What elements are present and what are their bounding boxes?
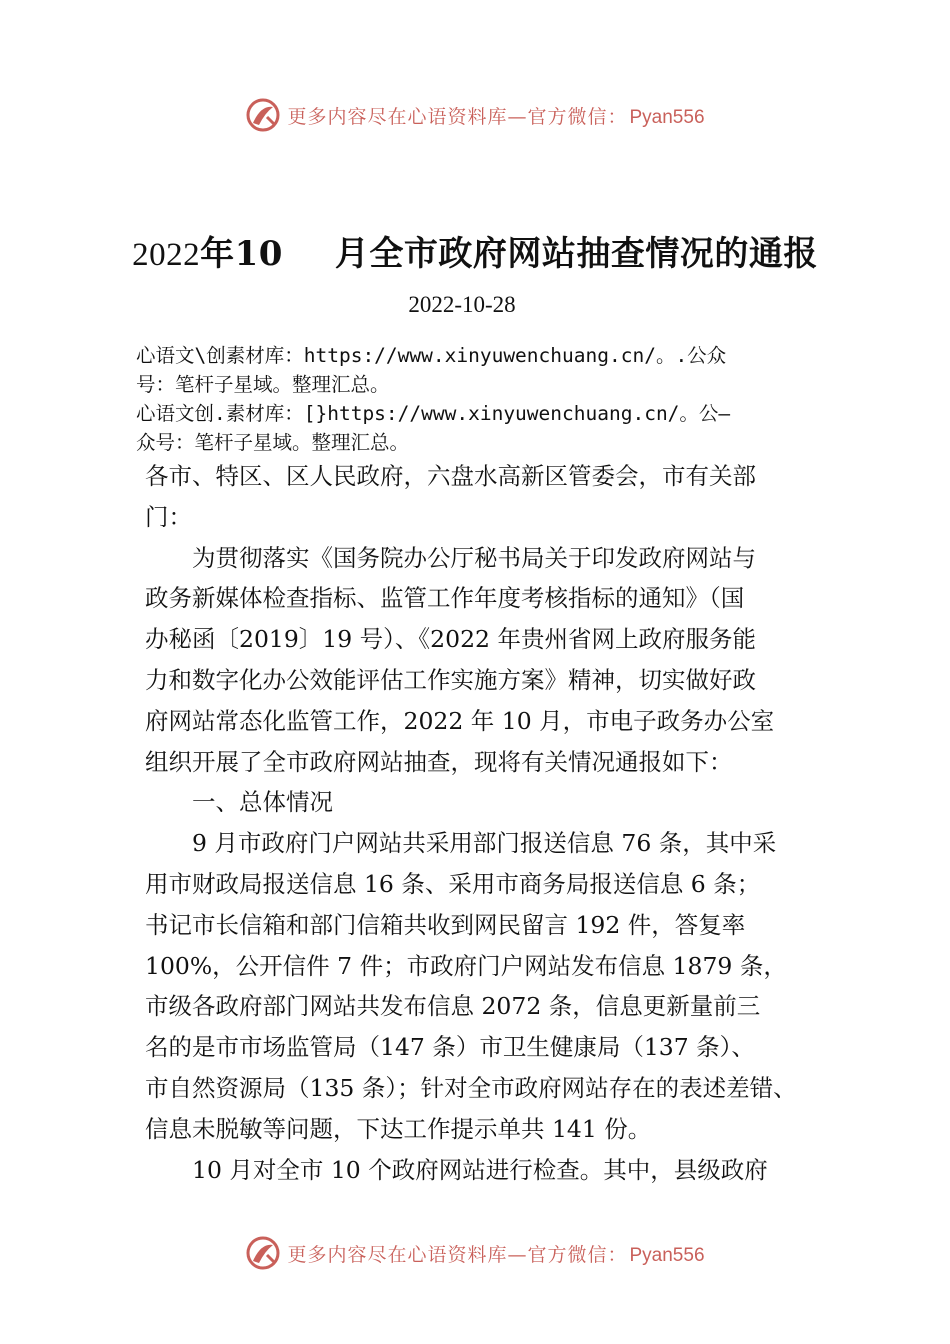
paragraph-line: 市自然资源局（135 条）；针对全市政府网站存在的表述差错、 [145, 1073, 797, 1102]
paragraph-line: 为贯彻落实《国务院办公厅秘书局关于印发政府网站与 [192, 543, 756, 572]
paragraph-line: 名的是市市场监管局（147 条）市卫生健康局（137 条）、 [145, 1033, 755, 1062]
document-body [145, 456, 815, 1190]
publish-date: 2022-10-28 [408, 292, 516, 317]
section-heading: 一、总体情况 [192, 788, 333, 817]
paragraph-line: 书记市长信箱和部门信箱共收到网民留言 192 件，答复率 [145, 910, 746, 939]
addressee-line: 各市、特区、区人民政府，六盘水高新区管委会，市有关部 [145, 462, 756, 490]
paragraph-line: 100%，公开信件 7 件；市政府门户网站发布信息 1879 条， [145, 951, 787, 980]
paragraph-line: 府网站常态化监管工作，2022 年 10 月，市电子政务办公室 [145, 706, 775, 735]
paragraph-line: 信息未脱敏等问题，下达工作提示单共 141 份。 [145, 1114, 652, 1143]
addressee-line: 门： [145, 502, 192, 531]
source-note: 心语文\创素材库：https://www.xinyuwenchuang.cn/。.公众 号：笔杆子星域。整理汇总。 [136, 344, 727, 396]
paragraph-line: 10 月对全市 10 个政府网站进行检查。其中，县级政府 [192, 1155, 768, 1184]
watermark-text: 更多内容尽在心语资料库—官方微信： Pyan556 [287, 105, 705, 128]
paragraph-line: 政务新媒体检查指标、监管工作年度考核指标的通知》（国 [145, 584, 745, 613]
watermark-logo-icon [245, 1235, 281, 1271]
paragraph-line: 9 月市政府门户网站共采用部门报送信息 76 条，其中采 [192, 829, 777, 858]
watermark-text: 更多内容尽在心语资料库—官方微信： Pyan556 [287, 1243, 705, 1266]
watermark-header [0, 95, 950, 135]
document-title: 2022年10 月全市政府网站抽查情况的通报 [132, 234, 818, 274]
paragraph-line: 办秘函〔2019〕19 号）、《2022 年贵州省网上政府服务能 [145, 625, 756, 654]
watermark-footer [0, 1233, 950, 1273]
paragraph-line: 用市财政局报送信息 16 条、采用市商务局报送信息 6 条； [145, 869, 761, 898]
source-note: 心语文创.素材库：[}https://www.xinyuwenchuang.cn/。公— 众号：笔杆子星域。整理汇总。 [136, 402, 731, 454]
watermark-logo-icon [245, 97, 281, 133]
paragraph-line: 市级各政府部门网站共发布信息 2072 条，信息更新量前三 [145, 992, 761, 1021]
paragraph-line: 力和数字化办公效能评估工作实施方案》精神，切实做好政 [145, 665, 756, 694]
paragraph-line: 组织开展了全市政府网站抽查，现将有关情况通报如下： [145, 747, 733, 776]
